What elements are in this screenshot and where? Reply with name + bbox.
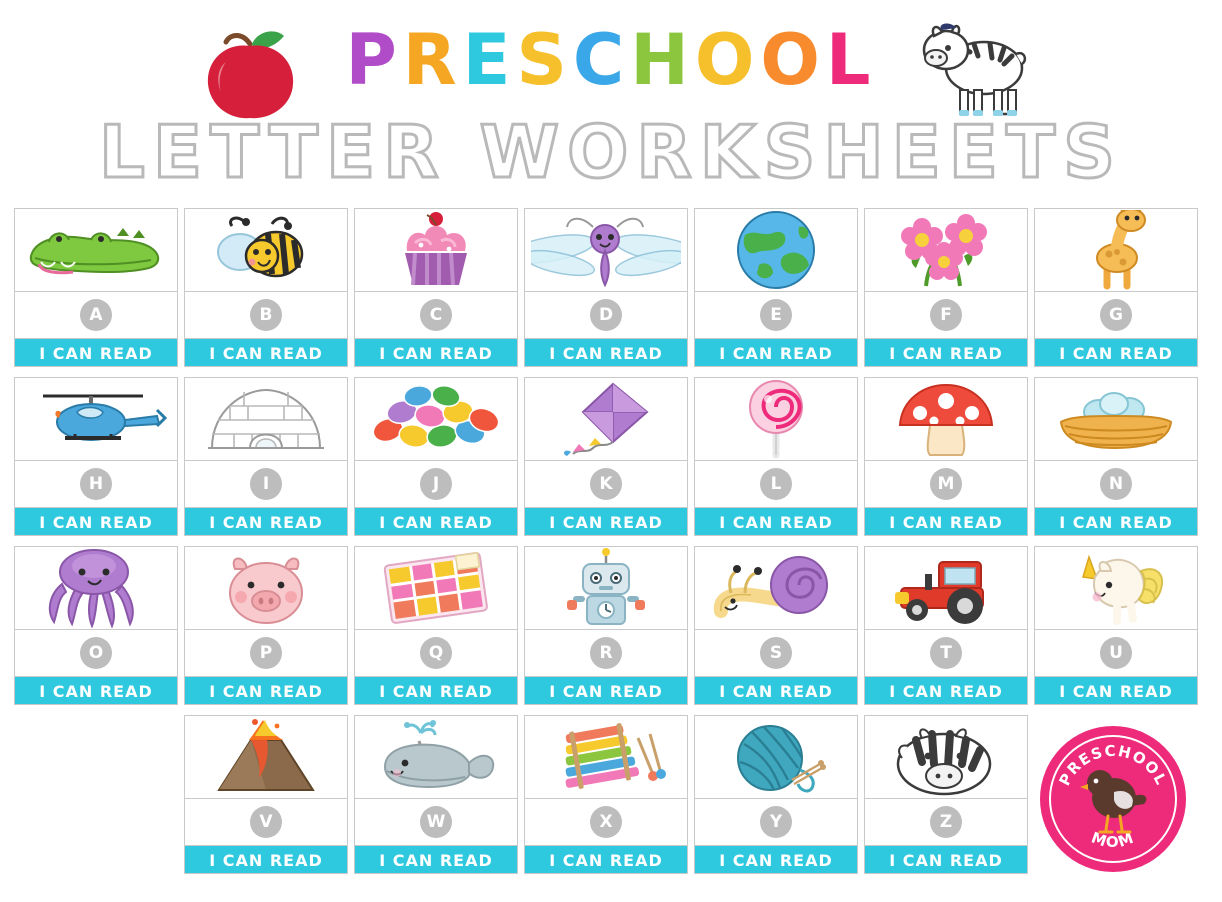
preschool-mom-logo[interactable] [1040,726,1186,872]
letter-badge: D [590,299,622,331]
title-letter-6: O [694,19,761,101]
letter-badge: N [1100,468,1132,500]
letter-card-u[interactable] [1034,546,1198,705]
i-can-read-banner: I CAN READ [695,508,857,536]
letter-badge: T [930,637,962,669]
i-can-read-banner: I CAN READ [355,339,517,367]
i-can-read-banner: I CAN READ [185,677,347,705]
card-row [14,208,1208,372]
card-row [14,715,1208,879]
letter-card-grid [14,208,1208,884]
i-can-read-banner: I CAN READ [355,677,517,705]
letter-badge: L [760,468,792,500]
letter-band [1035,292,1197,339]
letter-badge: X [590,806,622,838]
letter-card-a[interactable] [14,208,178,367]
letter-band [865,292,1027,339]
letter-card-x[interactable] [524,715,688,874]
mushroom-icon [865,378,1027,461]
alligator-icon [15,209,177,292]
title-letter-3: S [516,19,573,101]
letter-badge: B [250,299,282,331]
letter-card-b[interactable] [184,208,348,367]
i-can-read-banner: I CAN READ [185,339,347,367]
letter-card-c[interactable] [354,208,518,367]
letter-band [865,630,1027,677]
letter-card-w[interactable] [354,715,518,874]
letter-band [695,799,857,846]
letter-badge: J [420,468,452,500]
i-can-read-banner: I CAN READ [15,508,177,536]
letter-band [695,292,857,339]
letter-card-l[interactable] [694,377,858,536]
letter-badge: G [1100,299,1132,331]
bird-icon [1040,726,1186,872]
earth-icon [695,209,857,292]
i-can-read-banner: I CAN READ [865,508,1027,536]
letter-band [185,799,347,846]
letter-band [695,630,857,677]
letter-card-t[interactable] [864,546,1028,705]
quilt-icon [355,547,517,630]
letter-badge: E [760,299,792,331]
letter-band [525,461,687,508]
i-can-read-banner: I CAN READ [15,677,177,705]
i-can-read-banner: I CAN READ [355,508,517,536]
card-row [14,377,1208,541]
giraffe-icon [1035,209,1197,292]
letter-card-h[interactable] [14,377,178,536]
letter-badge: O [80,637,112,669]
octopus-icon [15,547,177,630]
letter-band [185,630,347,677]
snail-icon [695,547,857,630]
letter-card-d[interactable] [524,208,688,367]
letter-band [355,461,517,508]
letter-band [355,292,517,339]
i-can-read-banner: I CAN READ [355,846,517,874]
robot-icon [525,547,687,630]
kite-icon [525,378,687,461]
letter-card-m[interactable] [864,377,1028,536]
letter-badge: U [1100,637,1132,669]
letter-badge: M [930,468,962,500]
i-can-read-banner: I CAN READ [525,508,687,536]
letter-card-y[interactable] [694,715,858,874]
i-can-read-banner: I CAN READ [1035,508,1197,536]
letter-badge: F [930,299,962,331]
i-can-read-banner: I CAN READ [865,677,1027,705]
whale-icon [355,716,517,799]
letter-badge: A [80,299,112,331]
i-can-read-banner: I CAN READ [525,339,687,367]
title-letter-7: O [760,19,826,101]
dragonfly-icon [525,209,687,292]
letter-card-z[interactable] [864,715,1028,874]
letter-card-f[interactable] [864,208,1028,367]
i-can-read-banner: I CAN READ [1035,339,1197,367]
i-can-read-banner: I CAN READ [865,846,1027,874]
title-letter-2: E [462,19,517,101]
letter-badge: Y [760,806,792,838]
zebra-icon [865,716,1027,799]
letter-badge: K [590,468,622,500]
volcano-icon [185,716,347,799]
letter-band [1035,461,1197,508]
letter-badge: I [250,468,282,500]
letter-band [865,799,1027,846]
igloo-icon [185,378,347,461]
letter-band [865,461,1027,508]
letter-badge: S [760,637,792,669]
letter-badge: Q [420,637,452,669]
flowers-icon [865,209,1027,292]
letter-band [525,799,687,846]
unicorn-icon [1035,547,1197,630]
i-can-read-banner: I CAN READ [185,846,347,874]
i-can-read-banner: I CAN READ [695,846,857,874]
letter-card-s[interactable] [694,546,858,705]
svg-text:PRESCHOOL: PRESCHOOL [1055,741,1171,789]
i-can-read-banner: I CAN READ [695,339,857,367]
cupcake-icon [355,209,517,292]
bee-icon [185,209,347,292]
page-subtitle: LETTER WORKSHEETS [99,110,1123,194]
letter-card-i[interactable] [184,377,348,536]
letter-band [185,461,347,508]
xylophone-icon [525,716,687,799]
i-can-read-banner: I CAN READ [865,339,1027,367]
letter-band [1035,630,1197,677]
letter-card-q[interactable] [354,546,518,705]
letter-card-k[interactable] [524,377,688,536]
letter-card-j[interactable] [354,377,518,536]
card-row [14,546,1208,710]
letter-card-o[interactable] [14,546,178,705]
letter-card-r[interactable] [524,546,688,705]
letter-badge: P [250,637,282,669]
i-can-read-banner: I CAN READ [525,677,687,705]
letter-band [15,630,177,677]
pig-icon [185,547,347,630]
i-can-read-banner: I CAN READ [525,846,687,874]
letter-band [695,461,857,508]
title-letter-0: P [345,19,403,101]
nest-icon [1035,378,1197,461]
title-letter-8: L [825,19,877,101]
letter-band [15,461,177,508]
svg-text:MOM: MOM [1088,828,1138,851]
i-can-read-banner: I CAN READ [695,677,857,705]
letter-card-n[interactable] [1034,377,1198,536]
letter-badge: V [250,806,282,838]
letter-badge: W [420,806,452,838]
yarn-icon [695,716,857,799]
tractor-icon [865,547,1027,630]
letter-card-e[interactable] [694,208,858,367]
letter-badge: H [80,468,112,500]
title-letter-5: H [630,19,695,101]
letter-badge: C [420,299,452,331]
i-can-read-banner: I CAN READ [15,339,177,367]
letter-band [355,630,517,677]
i-can-read-banner: I CAN READ [1035,677,1197,705]
letter-band [525,292,687,339]
letter-badge: Z [930,806,962,838]
page-header [0,0,1222,200]
letter-band [355,799,517,846]
letter-card-p[interactable] [184,546,348,705]
lollipop-icon [695,378,857,461]
jellybeans-icon [355,378,517,461]
letter-band [185,292,347,339]
letter-band [15,292,177,339]
title-letter-1: R [402,19,463,101]
letter-band [525,630,687,677]
i-can-read-banner: I CAN READ [185,508,347,536]
letter-card-v[interactable] [184,715,348,874]
letter-badge: R [590,637,622,669]
letter-card-g[interactable] [1034,208,1198,367]
helicopter-icon [15,378,177,461]
title-letter-4: C [572,19,631,101]
